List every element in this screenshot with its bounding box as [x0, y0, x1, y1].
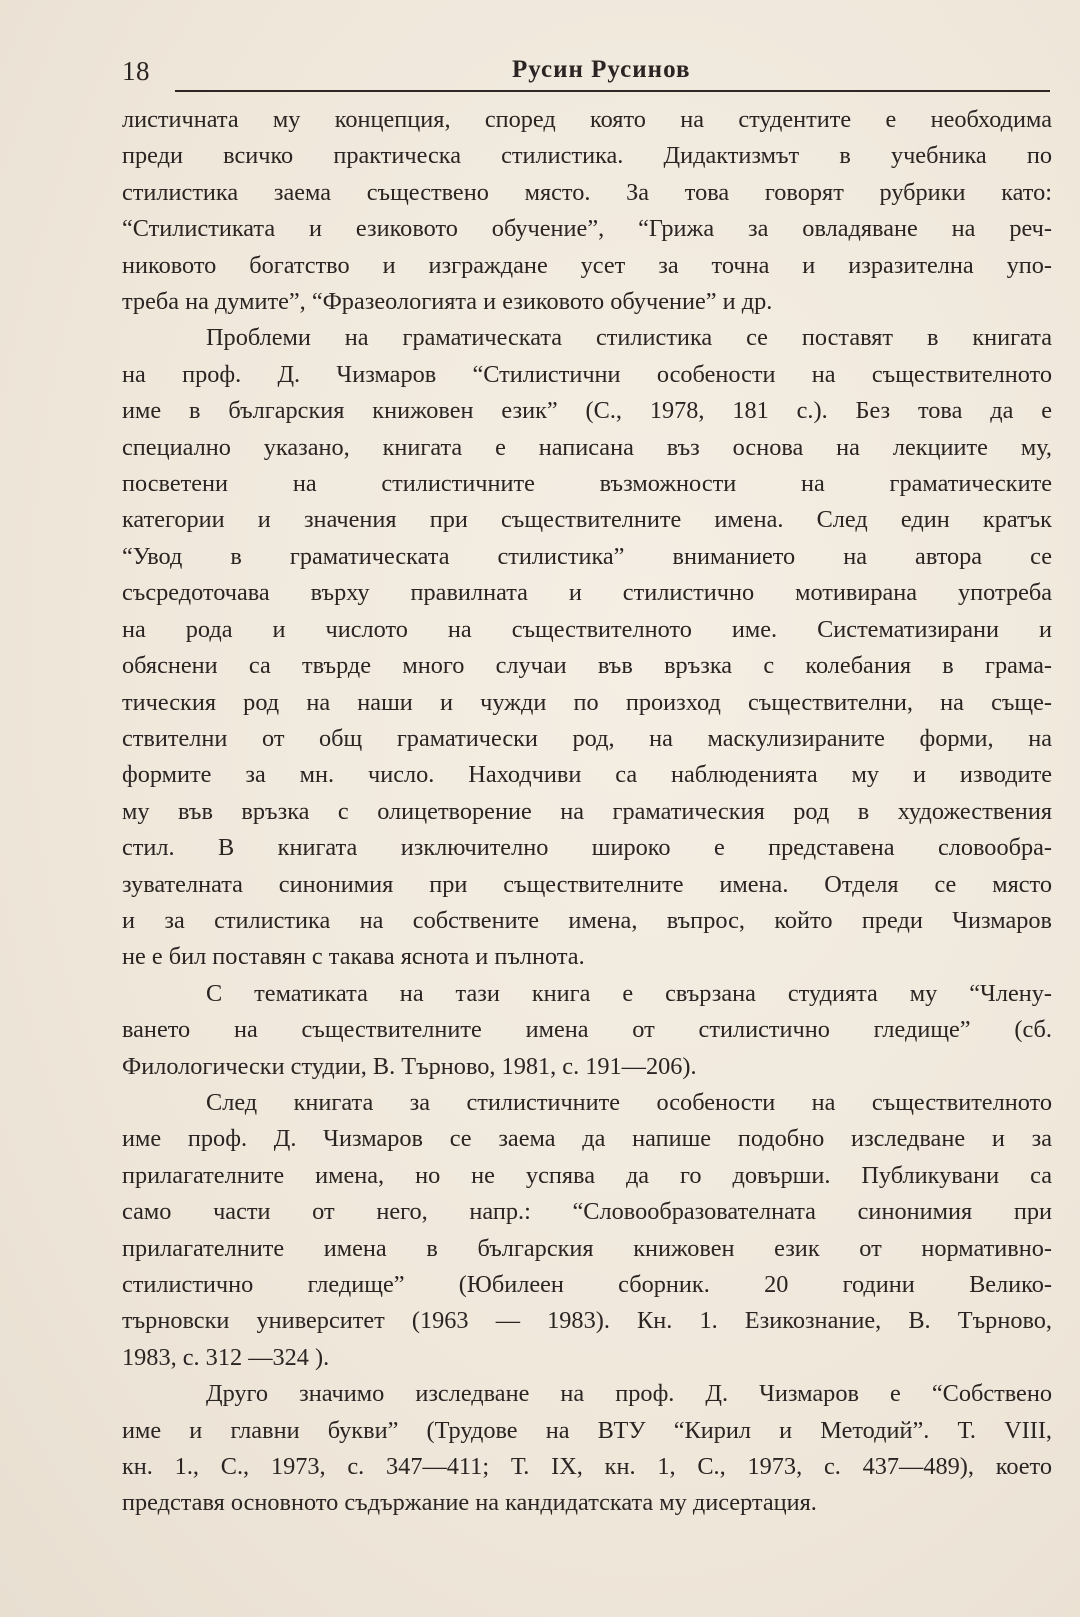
body-text: [122, 102, 1052, 1522]
text-line: “Увод в граматическата стилистика” вниманието на автора се: [122, 542, 1052, 570]
text-line: само части от него, напр.: “Словообразователната синонимия при: [122, 1198, 1052, 1226]
text-line: ването на съществителните имена от стилистично гледище” (сб.: [122, 1016, 1052, 1044]
paragraph: [122, 102, 1052, 320]
text-line: стилистика заема съществено място. За това говорят рубрики като:: [122, 178, 1052, 206]
paragraph: [122, 320, 1052, 975]
paragraph: [122, 1085, 1052, 1376]
text-line: преди всичко практическа стилистика. Дидактизмът в учебника по: [122, 142, 1052, 170]
text-line: съсредоточава върху правилната и стилистично мотивирана употреба: [122, 579, 1052, 607]
text-line: 1983, с. 312 —324 ).: [122, 1343, 330, 1371]
text-line: никовото богатство и изграждане усет за точна и изразителна упо-: [122, 251, 1052, 279]
text-line: представя основното съдържание на кандидатската му дисертация.: [122, 1489, 817, 1517]
page-number: 18: [122, 56, 150, 86]
text-line: листичната му концепция, според която на студентите е необходима: [122, 106, 1052, 133]
text-line: специално указано, книгата е написана въз основа на лекциите му,: [122, 433, 1052, 461]
text-line: не е бил поставян с такава яснота и пълнота.: [122, 943, 585, 971]
text-line: име и главни букви” (Трудове на ВТУ “Кирил и Методий”. Т. VIII,: [122, 1416, 1052, 1444]
text-line: стилистично гледище” (Юбилеен сборник. 20 години Велико-: [122, 1271, 1052, 1298]
text-line: Филологически студии, В. Търново, 1981, с. 191—206).: [122, 1052, 697, 1080]
paragraph: [122, 976, 1052, 1085]
text-line: и за стилистика на собствените имена, въпрос, който преди Чизмаров: [122, 906, 1052, 934]
text-line: категории и значения при съществителните имена. След един кратък: [122, 506, 1052, 534]
paragraph: [122, 1376, 1052, 1522]
running-title: Русин Русинов: [512, 56, 691, 83]
page-header: [122, 54, 1050, 90]
text-line: на проф. Д. Чизмаров “Стилистични особености на съществителното: [122, 360, 1052, 388]
text-line: зувателната синонимия при съществителните имена. Отделя се място: [122, 870, 1052, 898]
text-line: След книгата за стилистичните особености на съществителното: [206, 1088, 1052, 1116]
text-line: ствителни от общ граматически род, на маскулизираните форми, на: [122, 724, 1052, 752]
text-line: посветени на стилистичните възможности на граматическите: [122, 470, 1052, 498]
text-line: кн. 1., С., 1973, с. 347—411; Т. IX, кн. 1, С., 1973, с. 437—489), което: [122, 1453, 1052, 1481]
text-line: на рода и числото на съществителното име. Систематизирани и: [122, 615, 1052, 643]
text-line: прилагателните имена в българския книжовен език от нормативно-: [122, 1234, 1052, 1262]
text-line: търновски университет (1963 — 1983). Кн. 1. Езикознание, В. Търново,: [122, 1307, 1052, 1335]
text-line: прилагателните имена, но не успява да го довърши. Публикувани са: [122, 1161, 1052, 1189]
text-line: “Стилистиката и езиковото обучение”, “Грижа за овладяване на реч-: [122, 215, 1052, 243]
text-line: Проблеми на граматическата стилистика се поставят в книгата: [206, 324, 1052, 352]
text-line: стил. В книгата изключително широко е представена словообра-: [122, 834, 1052, 862]
text-line: му във връзка с олицетворение на граматическия род в художествения: [122, 797, 1052, 825]
text-line: Друго значимо изследване на проф. Д. Чизмаров е “Собствено: [206, 1380, 1052, 1408]
text-line: треба на думите”, “Фразеологията и езиковото обучение” и др.: [122, 288, 773, 316]
header-rule: [175, 90, 1050, 92]
text-line: име в българския книжовен език” (С., 1978, 181 с.). Без това да е: [122, 397, 1052, 425]
text-line: обяснени са твърде много случаи във връзка с колебания в грама-: [122, 652, 1052, 680]
text-line: С тематиката на тази книга е свързана студията му “Члену-: [206, 979, 1052, 1007]
text-line: име проф. Д. Чизмаров се заема да напише подобно изследване и за: [122, 1125, 1052, 1153]
text-line: тическия род на наши и чужди по произход съществителни, на съще-: [122, 688, 1052, 716]
text-line: формите за мн. число. Находчиви са наблюденията му и изводите: [122, 761, 1052, 789]
